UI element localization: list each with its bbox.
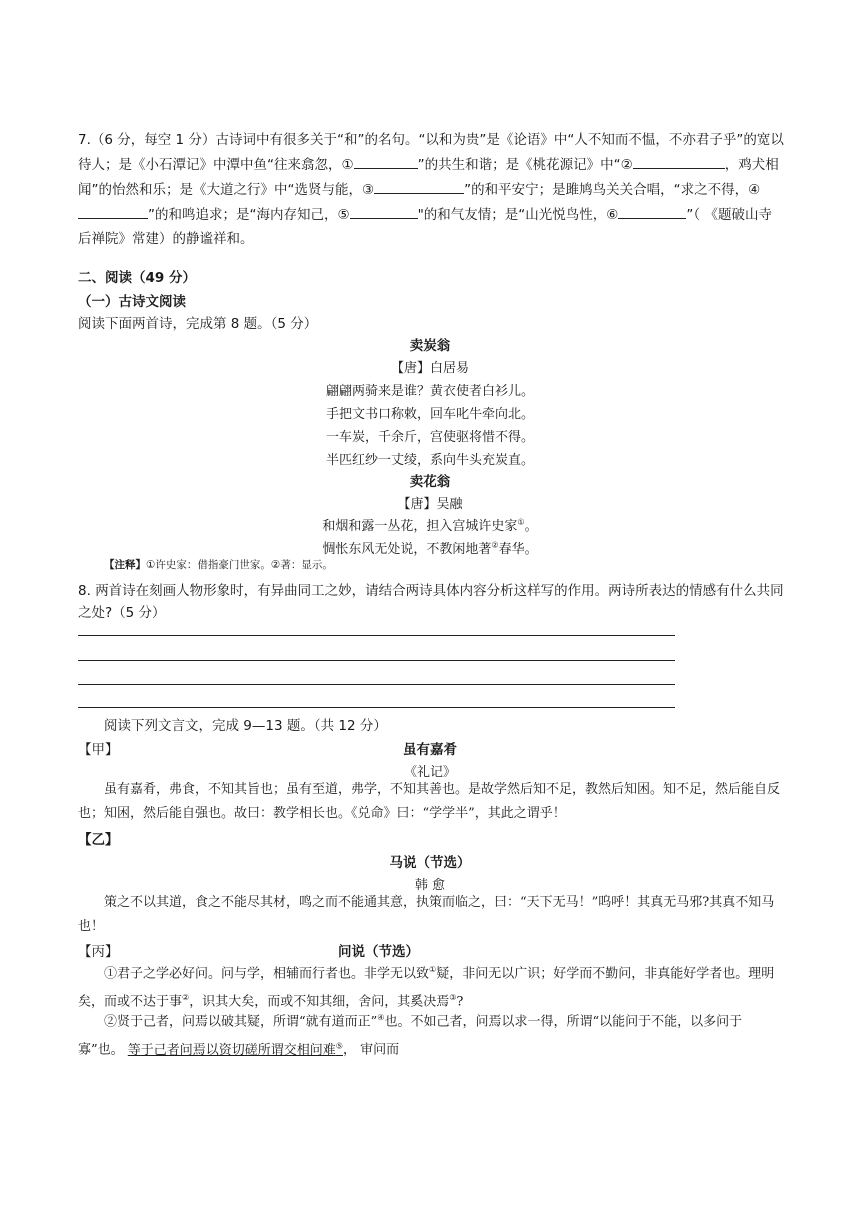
- question-text: ”的和鸣追求；是“海内存知己，⑤: [148, 207, 350, 223]
- footnote-marker: ⑤: [335, 1041, 343, 1051]
- answer-line[interactable]: [78, 707, 675, 708]
- poem-line: 一车炭，千余斤，宫使驱将惜不得。: [325, 430, 534, 445]
- passage-text: ，识其大矣，而或不知其细，舍问，其奚决焉: [189, 994, 450, 1010]
- instruction-text: 阅读下面两首诗，完成第 8 题。（5 分）: [78, 316, 318, 332]
- footnote-marker: ③: [449, 993, 457, 1003]
- answer-line[interactable]: [78, 684, 675, 685]
- underlined-sentence: [128, 1043, 343, 1058]
- footnote-marker: ②: [491, 540, 499, 550]
- poem-line: [0, 538, 860, 557]
- fill-blank-2[interactable]: [633, 152, 725, 169]
- passage-author: 韩 愈: [414, 878, 446, 893]
- question-text: ”的共生和谐；是《桃花源记》中“②: [417, 157, 633, 173]
- passage-text: ?: [456, 994, 464, 1010]
- poem-line: 翩翩两骑来是谁？黄衣使者白衫儿。: [325, 384, 534, 399]
- footnote-marker: ④: [377, 1013, 385, 1022]
- poem-line-text: 春华。: [498, 542, 538, 557]
- fill-blank-5[interactable]: [350, 202, 418, 219]
- subsection-heading: （一）古诗文阅读: [78, 294, 186, 310]
- question-text: 古诗词中有很多关于“和”的名句。“以和为贵”是《论语》中“人不知而不愠，不亦君子乎”的宽以待人；是《小石潭记》中潭中鱼“往来翕忽，①: [78, 132, 784, 173]
- footnote-marker: ②: [182, 993, 190, 1003]
- passage-title: 问说（节选）: [338, 944, 419, 960]
- text-label-jia: 【甲】: [78, 742, 119, 758]
- text-label-bing: 【丙】: [78, 944, 119, 960]
- question-8: [78, 580, 784, 624]
- instruction-text: 阅读下列文言文，完成 9—13 题。（共 12 分）: [104, 718, 387, 734]
- footnote-marker: ①: [517, 517, 525, 527]
- poem-author: 【唐】白居易: [390, 361, 469, 376]
- passage-text: ①君子之学必好问。问与学，相辅而行者也。非学无以致: [104, 966, 430, 982]
- question-text: ，鸡犬相闻”的怡然和乐；是《大道之行》中“选贤与能，③: [78, 157, 779, 198]
- passage-text: ， 审问而: [342, 1042, 400, 1058]
- text-label-yi: 【乙】: [78, 832, 119, 848]
- poem-line-text: 惆怅东风无处说，不教闲地著: [322, 542, 492, 557]
- question-number: 8.: [78, 583, 91, 599]
- question-text: ”的和平安宁；是雎鸠鸟关关合唱，“求之不得，④: [464, 182, 761, 198]
- question-number: 7.: [78, 132, 91, 148]
- question-text: ”（ 《题破山寺后禅院》常建）的静谧祥和。: [78, 207, 772, 247]
- section-heading: 二、阅读（49 分）: [78, 270, 196, 286]
- passage-paragraph-2: [78, 1006, 786, 1063]
- fill-blank-6[interactable]: [618, 202, 686, 219]
- passage-text: ②贤于己者，问焉以破其疑，所谓“就有道而正”: [104, 1014, 378, 1030]
- poem-line: 手把文书口称敕，回车叱牛牵向北。: [325, 407, 534, 422]
- annotation-note: [104, 557, 333, 572]
- annotation-text: ①许史家：借指豪门世家。②著：显示。: [146, 559, 333, 571]
- passage-source: 《礼记》: [403, 765, 456, 780]
- poem-author: 【唐】吴融: [397, 497, 463, 512]
- poem-line: 半匹红纱一丈绫，系向牛头充炭直。: [325, 453, 534, 468]
- fill-blank-1[interactable]: [354, 152, 418, 169]
- poem-title: 卖花翁: [409, 474, 451, 490]
- poem-line: [0, 515, 860, 534]
- question-text: "的和气友情；是“山光悦鸟性，⑥: [417, 207, 619, 223]
- poem-line-text: 和烟和露一丛花，担入宫城许史家: [322, 519, 518, 534]
- passage-title: 虽有嘉肴: [403, 742, 457, 758]
- passage-text: 疑，非问无以广识；好学而不勤问，非真能好学者也。理明矣，而或不达于事: [78, 966, 775, 1010]
- question-score: （6 分，每空 1 分）: [90, 132, 216, 148]
- passage-title: 马说（节选）: [389, 855, 471, 871]
- answer-line[interactable]: [78, 660, 675, 661]
- answer-line[interactable]: [78, 635, 675, 636]
- poem-line-text: 。: [524, 519, 538, 534]
- poem-title: 卖炭翁: [409, 338, 451, 354]
- fill-blank-3[interactable]: [374, 177, 464, 194]
- passage-text: 策之不以其道，食之不能尽其材，鸣之而不能通其意，执策而临之，曰：“天下无马！”呜呼！其真无马邪?其真不知马也！: [78, 895, 775, 934]
- passage-text: 虽有嘉肴，弗食，不知其旨也；虽有至道，弗学，不知其善也。是故学然后知不足，教然后知困。知不足，然后能自反也；知困，然后能自强也。故曰：教学相长也。《兑命》曰：“学学半”，其此之谓乎！: [78, 782, 781, 821]
- question-text: 两首诗在刻画人物形象时，有异曲同工之妙，请结合两诗具体内容分析这样写的作用。两诗所表达的情感有什么共同之处?（5 分）: [78, 583, 784, 621]
- passage-text: 也。不如己者，问焉以求一得，所谓“以能问于不能，以多问于寡”也。: [78, 1014, 743, 1058]
- fill-blank-4[interactable]: [78, 202, 148, 219]
- passage-text: 等于己者问焉以资切磋所谓交相问难: [127, 1042, 336, 1058]
- annotation-label: 【注释】: [104, 559, 146, 571]
- question-7: [78, 128, 784, 251]
- footnote-marker: ①: [429, 965, 437, 974]
